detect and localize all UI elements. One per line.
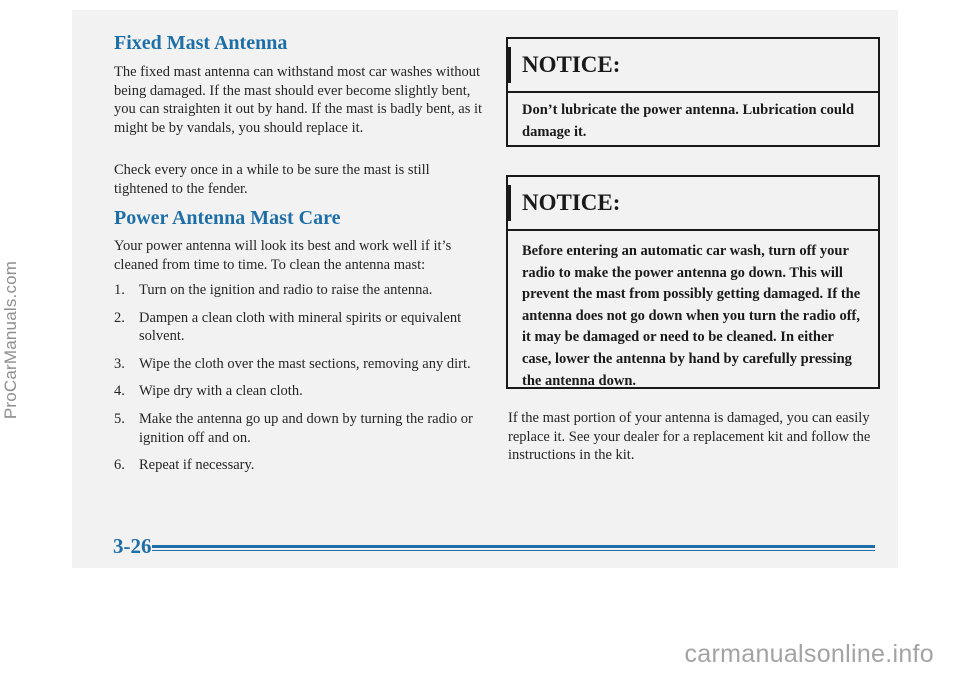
footer-rule-thin: [152, 550, 875, 551]
paragraph-power-antenna: Your power antenna will look its best and work well if it’s cleaned from time to time. To clean the antenna mast:: [114, 238, 452, 273]
list-item: [114, 355, 484, 374]
notice-body: Don’t lubricate the power antenna. Lubrication could damage it.: [522, 102, 855, 140]
footer-rule: [152, 545, 875, 548]
side-watermark: [0, 0, 22, 675]
list-item: [114, 456, 484, 475]
notice-title: NOTICE:: [508, 39, 878, 93]
cleaning-steps-list: [114, 281, 484, 475]
heading-fixed-mast-antenna: Fixed Mast Antenna: [114, 32, 288, 54]
notice-title: NOTICE:: [508, 177, 878, 231]
list-item: [114, 309, 484, 346]
step-text: Make the antenna go up and down by turning the radio or ignition off and on.: [139, 410, 473, 446]
step-number: 5.: [114, 410, 125, 427]
step-text: Wipe the cloth over the mast sections, removing any dirt.: [139, 355, 471, 372]
notice-body: Before entering an automatic car wash, turn off your radio to make the power antenna go down. This will prevent the mast from possibly getting damaged. If the antenna does not go down when you turn the radio off, it may be damaged or need to be cleaned. In either case, lower the antenna by hand by carefully pressing the antenna down.: [522, 243, 861, 389]
step-number: 6.: [114, 457, 125, 474]
list-item: [114, 382, 484, 401]
notice-box-car-wash: [506, 175, 880, 389]
step-text: Turn on the ignition and radio to raise the antenna.: [139, 282, 433, 298]
notice-box-lubrication: [506, 37, 880, 147]
footer-watermark: carmanualsonline.info: [684, 640, 934, 668]
heading-power-antenna-care: Power Antenna Mast Care: [114, 207, 341, 229]
list-item: [114, 410, 484, 447]
step-number: 1.: [114, 282, 125, 298]
list-item: [114, 281, 484, 300]
paragraph-replace-mast: If the mast portion of your antenna is damaged, you can easily replace it. See your dealer for a replacement kit and follow the instructions in the kit.: [508, 410, 871, 464]
paragraph-check-mast: Check every once in a while to be sure the mast is still tightened to the fender.: [114, 162, 430, 197]
step-number: 3.: [114, 355, 125, 372]
page-number: 3-26: [113, 534, 152, 558]
step-number: 4.: [114, 383, 125, 400]
step-text: Repeat if necessary.: [139, 457, 255, 474]
paragraph-fixed-mast: The fixed mast antenna can withstand most car washes without being damaged. If the mast should ever become slightly bent, you can straighten it out by hand. If the mast is badly bent, as it might be by vandals, you should replace it.: [114, 64, 483, 136]
step-text: Dampen a clean cloth with mineral spirits or equivalent solvent.: [139, 309, 462, 345]
side-watermark-text: ProCarManuals.com: [1, 260, 20, 420]
step-text: Wipe dry with a clean cloth.: [139, 383, 303, 400]
step-number: 2.: [114, 309, 125, 326]
